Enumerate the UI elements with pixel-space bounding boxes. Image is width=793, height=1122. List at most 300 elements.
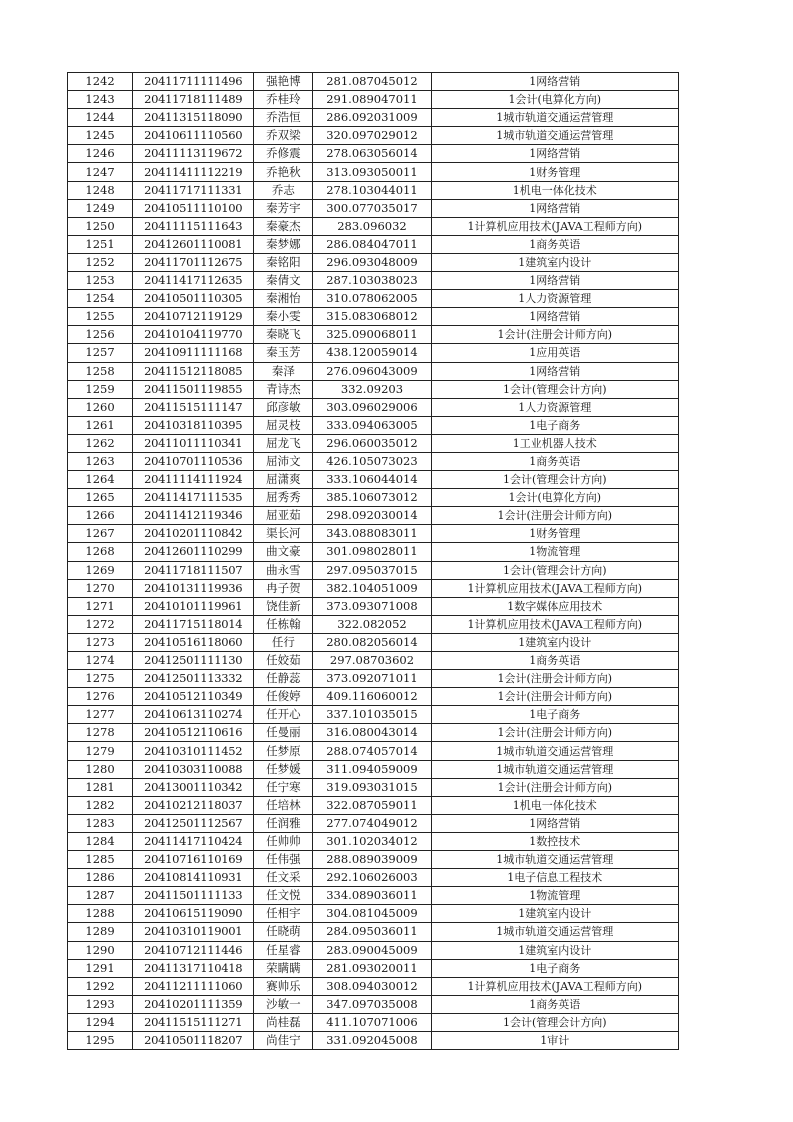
table-row (68, 127, 679, 145)
row-number-cell: 1284 (68, 832, 133, 850)
table-row (68, 615, 679, 633)
row-number-cell: 1285 (68, 851, 133, 869)
candidate-id-cell: 20410512110616 (133, 724, 254, 742)
score-cell: 333.094063005 (313, 416, 431, 434)
major-cell: 1物流管理 (431, 543, 678, 561)
candidate-id-cell: 20410212118037 (133, 796, 254, 814)
candidate-id-cell: 20412501112567 (133, 814, 254, 832)
candidate-id-cell: 20411512118085 (133, 362, 254, 380)
table-row (68, 145, 679, 163)
major-cell: 1建筑室内设计 (431, 633, 678, 651)
major-cell: 1会计(管理会计方向) (431, 561, 678, 579)
score-cell: 297.08703602 (313, 652, 431, 670)
score-cell: 300.077035017 (313, 199, 431, 217)
score-cell: 373.093071008 (313, 597, 431, 615)
student-name-cell: 任培林 (254, 796, 313, 814)
score-cell: 278.103044011 (313, 181, 431, 199)
table-row (68, 471, 679, 489)
row-number-cell: 1290 (68, 941, 133, 959)
student-name-cell: 任开心 (254, 706, 313, 724)
score-cell: 316.080043014 (313, 724, 431, 742)
student-name-cell: 秦玉芳 (254, 344, 313, 362)
table-row (68, 633, 679, 651)
student-name-cell: 乔艳秋 (254, 163, 313, 181)
row-number-cell: 1272 (68, 615, 133, 633)
student-name-cell: 任梦原 (254, 742, 313, 760)
score-cell: 426.105073023 (313, 452, 431, 470)
candidate-id-cell: 20410310119001 (133, 923, 254, 941)
major-cell: 1计算机应用技术(JAVA工程师方向) (431, 615, 678, 633)
major-cell: 1商务英语 (431, 452, 678, 470)
score-cell: 292.106026003 (313, 869, 431, 887)
row-number-cell: 1249 (68, 199, 133, 217)
candidate-id-cell: 20411501111133 (133, 887, 254, 905)
student-name-cell: 尚桂磊 (254, 1013, 313, 1031)
row-number-cell: 1254 (68, 290, 133, 308)
major-cell: 1人力资源管理 (431, 290, 678, 308)
student-name-cell: 屈沛文 (254, 452, 313, 470)
row-number-cell: 1287 (68, 887, 133, 905)
candidate-id-cell: 20411412119346 (133, 507, 254, 525)
candidate-id-cell: 20410701110536 (133, 452, 254, 470)
student-name-cell: 曲文豪 (254, 543, 313, 561)
major-cell: 1会计(电算化方向) (431, 91, 678, 109)
student-name-cell: 任姣茹 (254, 652, 313, 670)
score-cell: 284.095036011 (313, 923, 431, 941)
row-number-cell: 1255 (68, 308, 133, 326)
table-row (68, 163, 679, 181)
major-cell: 1网络营销 (431, 73, 678, 91)
table-row (68, 380, 679, 398)
table-row (68, 579, 679, 597)
row-number-cell: 1294 (68, 1013, 133, 1031)
table-row (68, 869, 679, 887)
candidate-id-cell: 20411315118090 (133, 109, 254, 127)
row-number-cell: 1292 (68, 977, 133, 995)
table-row (68, 778, 679, 796)
table-row (68, 362, 679, 380)
row-number-cell: 1289 (68, 923, 133, 941)
major-cell: 1数字媒体应用技术 (431, 597, 678, 615)
score-cell: 296.093048009 (313, 253, 431, 271)
score-cell: 322.082052 (313, 615, 431, 633)
table-row (68, 181, 679, 199)
table-row (68, 416, 679, 434)
row-number-cell: 1277 (68, 706, 133, 724)
score-cell: 297.095037015 (313, 561, 431, 579)
major-cell: 1会计(电算化方向) (431, 489, 678, 507)
student-name-cell: 沙敏一 (254, 995, 313, 1013)
student-name-cell: 乔桂玲 (254, 91, 313, 109)
row-number-cell: 1252 (68, 253, 133, 271)
table-row (68, 253, 679, 271)
table-row (68, 434, 679, 452)
row-number-cell: 1269 (68, 561, 133, 579)
row-number-cell: 1265 (68, 489, 133, 507)
row-number-cell: 1291 (68, 959, 133, 977)
row-number-cell: 1271 (68, 597, 133, 615)
student-name-cell: 青诗杰 (254, 380, 313, 398)
student-name-cell: 任文悦 (254, 887, 313, 905)
table-row (68, 308, 679, 326)
candidate-id-cell: 20411317110418 (133, 959, 254, 977)
student-name-cell: 乔修震 (254, 145, 313, 163)
major-cell: 1网络营销 (431, 199, 678, 217)
score-cell: 301.102034012 (313, 832, 431, 850)
table-row (68, 742, 679, 760)
candidate-id-cell: 20411114111924 (133, 471, 254, 489)
score-cell: 319.093031015 (313, 778, 431, 796)
major-cell: 1会计(注册会计师方向) (431, 688, 678, 706)
candidate-id-cell: 20410712111446 (133, 941, 254, 959)
row-number-cell: 1263 (68, 452, 133, 470)
candidate-id-cell: 20410501118207 (133, 1031, 254, 1049)
score-cell: 280.082056014 (313, 633, 431, 651)
major-cell: 1网络营销 (431, 362, 678, 380)
candidate-id-cell: 20410104119770 (133, 326, 254, 344)
candidate-id-cell: 20410310111452 (133, 742, 254, 760)
table-row (68, 217, 679, 235)
student-name-cell: 秦泽 (254, 362, 313, 380)
student-name-cell: 任栋翰 (254, 615, 313, 633)
candidate-id-cell: 20411411112219 (133, 163, 254, 181)
candidate-id-cell: 20411417110424 (133, 832, 254, 850)
admission-list-table (67, 72, 679, 1050)
score-cell: 308.094030012 (313, 977, 431, 995)
major-cell: 1会计(管理会计方向) (431, 471, 678, 489)
row-number-cell: 1274 (68, 652, 133, 670)
score-cell: 385.106073012 (313, 489, 431, 507)
score-cell: 343.088083011 (313, 525, 431, 543)
row-number-cell: 1244 (68, 109, 133, 127)
major-cell: 1商务英语 (431, 235, 678, 253)
major-cell: 1电子信息工程技术 (431, 869, 678, 887)
major-cell: 1会计(注册会计师方向) (431, 326, 678, 344)
row-number-cell: 1293 (68, 995, 133, 1013)
major-cell: 1城市轨道交通运营管理 (431, 109, 678, 127)
score-cell: 276.096043009 (313, 362, 431, 380)
row-number-cell: 1273 (68, 633, 133, 651)
candidate-id-cell: 20410814110931 (133, 869, 254, 887)
score-cell: 296.060035012 (313, 434, 431, 452)
row-number-cell: 1243 (68, 91, 133, 109)
student-name-cell: 秦湘怡 (254, 290, 313, 308)
candidate-id-cell: 20410716110169 (133, 851, 254, 869)
candidate-id-cell: 20410501110305 (133, 290, 254, 308)
candidate-id-cell: 20412501113332 (133, 670, 254, 688)
major-cell: 1城市轨道交通运营管理 (431, 127, 678, 145)
row-number-cell: 1245 (68, 127, 133, 145)
candidate-id-cell: 20411701112675 (133, 253, 254, 271)
table-row (68, 199, 679, 217)
row-number-cell: 1251 (68, 235, 133, 253)
score-cell: 286.092031009 (313, 109, 431, 127)
student-name-cell: 乔双梁 (254, 127, 313, 145)
candidate-id-cell: 20410318110395 (133, 416, 254, 434)
student-name-cell: 屈秀秀 (254, 489, 313, 507)
candidate-id-cell: 20410131119936 (133, 579, 254, 597)
row-number-cell: 1259 (68, 380, 133, 398)
table-row (68, 688, 679, 706)
score-cell: 298.092030014 (313, 507, 431, 525)
row-number-cell: 1257 (68, 344, 133, 362)
table-row (68, 670, 679, 688)
score-cell: 334.089036011 (313, 887, 431, 905)
table-row (68, 977, 679, 995)
table-row (68, 995, 679, 1013)
major-cell: 1数控技术 (431, 832, 678, 850)
row-number-cell: 1283 (68, 814, 133, 832)
row-number-cell: 1256 (68, 326, 133, 344)
score-cell: 347.097035008 (313, 995, 431, 1013)
candidate-id-cell: 20411113119672 (133, 145, 254, 163)
score-cell: 283.096032 (313, 217, 431, 235)
major-cell: 1财务管理 (431, 163, 678, 181)
major-cell: 1城市轨道交通运营管理 (431, 742, 678, 760)
score-cell: 332.09203 (313, 380, 431, 398)
major-cell: 1工业机器人技术 (431, 434, 678, 452)
row-number-cell: 1264 (68, 471, 133, 489)
student-name-cell: 强艳博 (254, 73, 313, 91)
student-name-cell: 任宁寒 (254, 778, 313, 796)
table-row (68, 923, 679, 941)
table-row (68, 507, 679, 525)
table-row (68, 525, 679, 543)
score-cell: 277.074049012 (313, 814, 431, 832)
student-name-cell: 任曼丽 (254, 724, 313, 742)
row-number-cell: 1281 (68, 778, 133, 796)
table-row (68, 887, 679, 905)
candidate-id-cell: 20410516118060 (133, 633, 254, 651)
row-number-cell: 1253 (68, 272, 133, 290)
table-row (68, 760, 679, 778)
candidate-id-cell: 20410611110560 (133, 127, 254, 145)
student-name-cell: 秦铭阳 (254, 253, 313, 271)
table-row (68, 832, 679, 850)
student-name-cell: 秦晓飞 (254, 326, 313, 344)
major-cell: 1人力资源管理 (431, 398, 678, 416)
candidate-id-cell: 20412501111130 (133, 652, 254, 670)
table-row (68, 959, 679, 977)
student-name-cell: 屈潇爽 (254, 471, 313, 489)
table-row (68, 290, 679, 308)
candidate-id-cell: 20411417111535 (133, 489, 254, 507)
row-number-cell: 1261 (68, 416, 133, 434)
row-number-cell: 1280 (68, 760, 133, 778)
table-row (68, 398, 679, 416)
student-name-cell: 任静蕊 (254, 670, 313, 688)
row-number-cell: 1279 (68, 742, 133, 760)
major-cell: 1城市轨道交通运营管理 (431, 760, 678, 778)
student-name-cell: 饶佳新 (254, 597, 313, 615)
candidate-id-cell: 20411711111496 (133, 73, 254, 91)
major-cell: 1会计(注册会计师方向) (431, 778, 678, 796)
score-cell: 301.098028011 (313, 543, 431, 561)
candidate-id-cell: 20411417112635 (133, 272, 254, 290)
candidate-id-cell: 20411011110341 (133, 434, 254, 452)
candidate-id-cell: 20410712119129 (133, 308, 254, 326)
row-number-cell: 1260 (68, 398, 133, 416)
major-cell: 1建筑室内设计 (431, 941, 678, 959)
table-row (68, 452, 679, 470)
student-name-cell: 邱彦敏 (254, 398, 313, 416)
score-cell: 411.107071006 (313, 1013, 431, 1031)
candidate-id-cell: 20411718111507 (133, 561, 254, 579)
major-cell: 1商务英语 (431, 652, 678, 670)
score-cell: 438.120059014 (313, 344, 431, 362)
student-name-cell: 秦梦娜 (254, 235, 313, 253)
table-body (68, 73, 679, 1050)
row-number-cell: 1276 (68, 688, 133, 706)
major-cell: 1应用英语 (431, 344, 678, 362)
candidate-id-cell: 20411115111643 (133, 217, 254, 235)
table-row (68, 905, 679, 923)
student-name-cell: 秦芳宇 (254, 199, 313, 217)
score-cell: 286.084047011 (313, 235, 431, 253)
major-cell: 1计算机应用技术(JAVA工程师方向) (431, 217, 678, 235)
major-cell: 1审计 (431, 1031, 678, 1049)
major-cell: 1网络营销 (431, 272, 678, 290)
table-row (68, 344, 679, 362)
major-cell: 1城市轨道交通运营管理 (431, 851, 678, 869)
table-row (68, 326, 679, 344)
candidate-id-cell: 20410511110100 (133, 199, 254, 217)
score-cell: 310.078062005 (313, 290, 431, 308)
major-cell: 1会计(注册会计师方向) (431, 670, 678, 688)
row-number-cell: 1258 (68, 362, 133, 380)
major-cell: 1会计(注册会计师方向) (431, 507, 678, 525)
table-row (68, 796, 679, 814)
student-name-cell: 曲永雪 (254, 561, 313, 579)
student-name-cell: 冉子贺 (254, 579, 313, 597)
score-cell: 281.093020011 (313, 959, 431, 977)
row-number-cell: 1286 (68, 869, 133, 887)
candidate-id-cell: 20410101119961 (133, 597, 254, 615)
student-name-cell: 秦豪杰 (254, 217, 313, 235)
major-cell: 1网络营销 (431, 308, 678, 326)
major-cell: 1计算机应用技术(JAVA工程师方向) (431, 977, 678, 995)
student-name-cell: 任俊婷 (254, 688, 313, 706)
candidate-id-cell: 20411515111147 (133, 398, 254, 416)
row-number-cell: 1248 (68, 181, 133, 199)
major-cell: 1电子商务 (431, 706, 678, 724)
candidate-id-cell: 20411718111489 (133, 91, 254, 109)
row-number-cell: 1267 (68, 525, 133, 543)
student-name-cell: 屈灵枝 (254, 416, 313, 434)
score-cell: 333.106044014 (313, 471, 431, 489)
row-number-cell: 1250 (68, 217, 133, 235)
major-cell: 1建筑室内设计 (431, 253, 678, 271)
table-row (68, 814, 679, 832)
candidate-id-cell: 20410911111168 (133, 344, 254, 362)
table-row (68, 489, 679, 507)
major-cell: 1城市轨道交通运营管理 (431, 923, 678, 941)
major-cell: 1商务英语 (431, 995, 678, 1013)
student-name-cell: 赛帅乐 (254, 977, 313, 995)
row-number-cell: 1288 (68, 905, 133, 923)
score-cell: 283.090045009 (313, 941, 431, 959)
score-cell: 320.097029012 (313, 127, 431, 145)
student-name-cell: 任帅帅 (254, 832, 313, 850)
row-number-cell: 1247 (68, 163, 133, 181)
student-name-cell: 渠长河 (254, 525, 313, 543)
student-name-cell: 任润雅 (254, 814, 313, 832)
row-number-cell: 1266 (68, 507, 133, 525)
student-name-cell: 秦倩文 (254, 272, 313, 290)
candidate-id-cell: 20411515111271 (133, 1013, 254, 1031)
major-cell: 1物流管理 (431, 887, 678, 905)
candidate-id-cell: 20412601110299 (133, 543, 254, 561)
score-cell: 281.087045012 (313, 73, 431, 91)
candidate-id-cell: 20410201110842 (133, 525, 254, 543)
major-cell: 1会计(管理会计方向) (431, 380, 678, 398)
major-cell: 1电子商务 (431, 959, 678, 977)
student-name-cell: 任行 (254, 633, 313, 651)
major-cell: 1网络营销 (431, 814, 678, 832)
student-name-cell: 屈亚茹 (254, 507, 313, 525)
score-cell: 288.089039009 (313, 851, 431, 869)
table-row (68, 272, 679, 290)
table-row (68, 851, 679, 869)
candidate-id-cell: 20410613110274 (133, 706, 254, 724)
table-row (68, 1031, 679, 1049)
row-number-cell: 1275 (68, 670, 133, 688)
table-row (68, 73, 679, 91)
major-cell: 1财务管理 (431, 525, 678, 543)
major-cell: 1建筑室内设计 (431, 905, 678, 923)
candidate-id-cell: 20410201111359 (133, 995, 254, 1013)
row-number-cell: 1242 (68, 73, 133, 91)
table-row (68, 941, 679, 959)
row-number-cell: 1295 (68, 1031, 133, 1049)
student-name-cell: 荣瞒瞒 (254, 959, 313, 977)
major-cell: 1机电一体化技术 (431, 796, 678, 814)
score-cell: 373.092071011 (313, 670, 431, 688)
table-row (68, 652, 679, 670)
major-cell: 1电子商务 (431, 416, 678, 434)
major-cell: 1网络营销 (431, 145, 678, 163)
row-number-cell: 1262 (68, 434, 133, 452)
row-number-cell: 1246 (68, 145, 133, 163)
score-cell: 337.101035015 (313, 706, 431, 724)
table-row (68, 706, 679, 724)
score-cell: 313.093050011 (313, 163, 431, 181)
candidate-id-cell: 20412601110081 (133, 235, 254, 253)
table-row (68, 1013, 679, 1031)
score-cell: 288.074057014 (313, 742, 431, 760)
score-cell: 304.081045009 (313, 905, 431, 923)
candidate-id-cell: 20411717111331 (133, 181, 254, 199)
table-row (68, 109, 679, 127)
table-row (68, 597, 679, 615)
student-name-cell: 任星睿 (254, 941, 313, 959)
student-name-cell: 任伟强 (254, 851, 313, 869)
score-cell: 325.090068011 (313, 326, 431, 344)
major-cell: 1会计(管理会计方向) (431, 1013, 678, 1031)
score-cell: 382.104051009 (313, 579, 431, 597)
score-cell: 278.063056014 (313, 145, 431, 163)
major-cell: 1会计(注册会计师方向) (431, 724, 678, 742)
student-name-cell: 乔浩恒 (254, 109, 313, 127)
table-row (68, 543, 679, 561)
score-cell: 303.096029006 (313, 398, 431, 416)
student-name-cell: 任相宇 (254, 905, 313, 923)
score-cell: 311.094059009 (313, 760, 431, 778)
student-name-cell: 尚佳宁 (254, 1031, 313, 1049)
student-name-cell: 任梦媛 (254, 760, 313, 778)
student-name-cell: 屈龙飞 (254, 434, 313, 452)
major-cell: 1计算机应用技术(JAVA工程师方向) (431, 579, 678, 597)
